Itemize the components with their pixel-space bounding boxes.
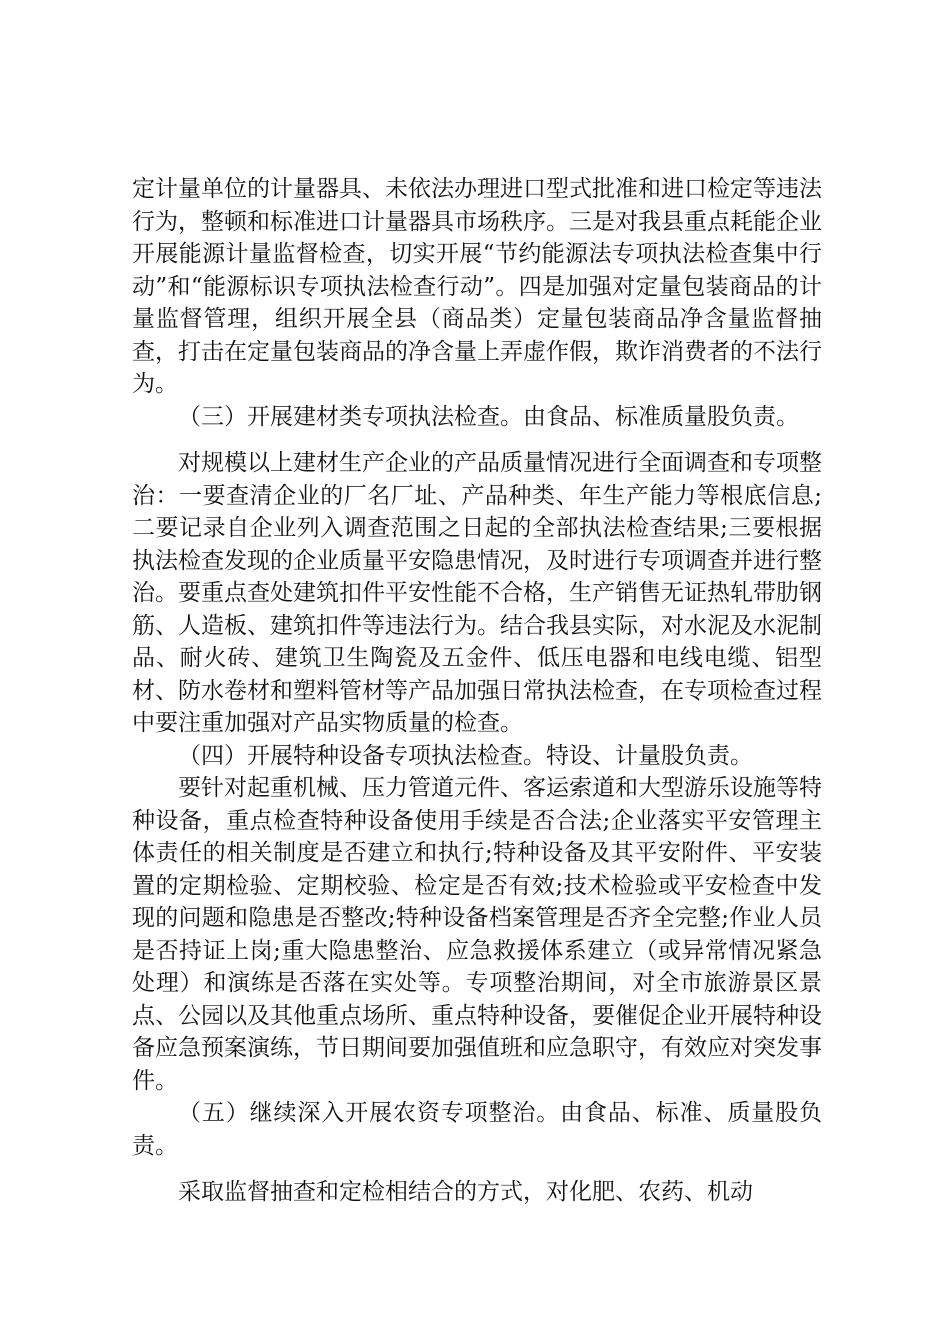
paragraph-special-equipment: 要针对起重机械、压力管道元件、客运索道和大型游乐设施等特种设备，重点检查特种设备使用手续是否合法;企业落实平安管理主体责任的相关制度是否建立和执行;特种设备及其平安附件、平安装置的定期检验、定期校验、检定是否有效;技术检验或平安检查中发现的问题和隐患是否整改;特种设备档案管理是否齐全完整;作业人员是否持证上岗;重大隐患整治、应急救援体系建立（或异常情况紧急处理）和演练是否落在实处等。专项整治期间，对全市旅游景区景点、公园以及其他重点场所、重点特种设备，要催促企业开展特种设备应急预案演练，节日期间要加强值班和应急职守，有效应对突发事件。 [132, 775, 822, 1094]
section-heading-4: （四）开展特种设备专项执法检查。特设、计量股负责。 [178, 742, 753, 769]
document-body [132, 173, 822, 1209]
paragraph-building-materials: 对规模以上建材生产企业的产品质量情况进行全面调查和专项整治：一要查清企业的厂名厂址、产品种类、年生产能力等根底信息;二要记录自企业列入调查范围之日起的全部执法检查结果;三要根据执法检查发现的企业质量平安隐患情况，及时进行专项调查并进行整治。要重点查处建筑扣件平安性能不合格，生产销售无证热轧带肋钢筋、人造板、建筑扣件等违法行为。结合我县实际，对水泥及水泥制品、耐火砖、建筑卫生陶瓷及五金件、低压电器和电线电缆、铝型材、防水卷材和塑料管材等产品加强日常执法检查，在专项检查过程中要注重加强对产品实物质量的检查。 [132, 450, 822, 736]
section-heading-5: （五）继续深入开展农资专项整治。由食品、标准、质量股负责。 [132, 1100, 822, 1159]
paragraph-metrology-continued: 定计量单位的计量器具、未依法办理进口型式批准和进口检定等违法行为，整顿和标准进口计量器具市场秩序。三是对我县重点耗能企业开展能源计量监督检查，切实开展“节约能源法专项执法检查集中行动”和“能源标识专项执法检查行动”。四是加强对定量包装商品的计量监督管理，组织开展全县（商品类）定量包装商品净含量监督抽查，打击在定量包装商品的净含量上弄虚作假，欺诈消费者的不法行为。 [132, 176, 822, 397]
paragraph-agricultural-supplies: 采取监督抽查和定检相结合的方式，对化肥、农药、机动 [178, 1179, 753, 1205]
section-heading-3: （三）开展建材类专项执法检查。由食品、标准质量股负责。 [178, 403, 799, 430]
